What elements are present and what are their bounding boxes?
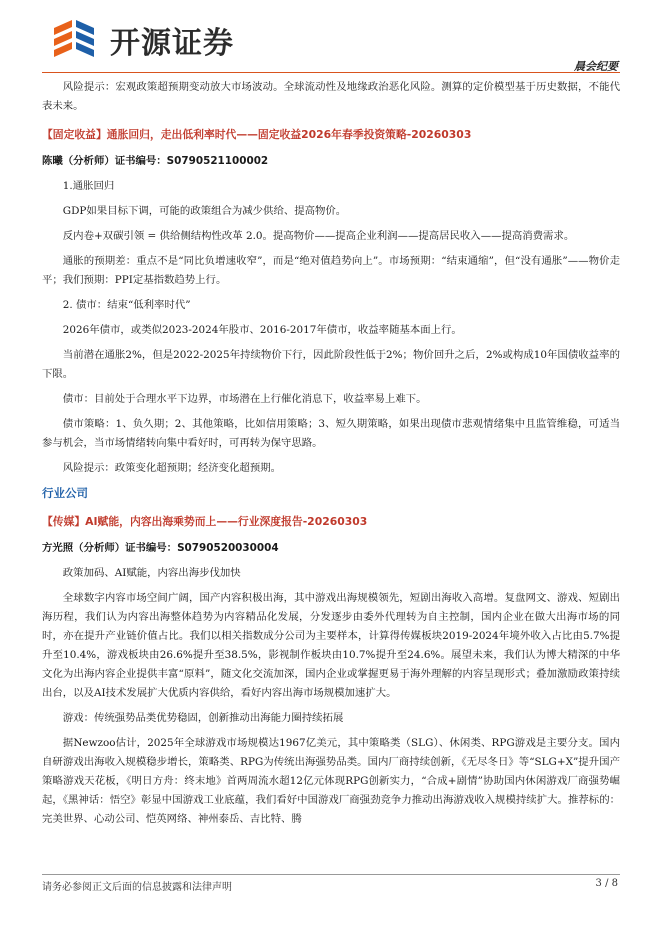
header-divider [42,72,620,73]
logo-mark-icon [50,14,104,60]
analyst-line: 陈曦（分析师）证书编号：S0790521100002 [42,155,269,167]
paragraph: 债市：目前处于合理水平下边界，市场潜在上行催化消息下，收益率易上难下。 [62,393,427,405]
paragraph: 风险提示：政策变化超预期；经济变化超预期。 [62,462,281,474]
paragraph: 通胀的预期差：重点不是“同比负增速收窄”，而是“绝对值趋势向上”。市场预期：“结束通缩”，但“没有通胀”——物价走平；我们预期：PPI定基指数趋势上行。 [42,255,620,286]
section-title: 行业公司 [42,486,88,500]
footer-divider [42,874,620,875]
paragraph: 全球数字内容市场空间广阔，国产内容积极出海，其中游戏出海规模领先，短剧出海收入高增。复盘网文、游戏、短剧出海历程，我们认为内容出海整体趋势为内容精品化发展，分发逐步由委外代理转为自主控制，国内企业在做大出海市场的同时，亦在提升产业链价值占比。我们以相关指数成分公司为主要样本，计算得传媒板块2019-2024年境外收入占比由5.7%提升至10.4%，游戏板块由26.6%提升至38.5%，影视制作板块由10.7%提升至24.6%。展望未来，我们认为博大精深的中华文化为出海内容企业提供丰富“原料”，随文化交流加深，国内企业或掌握更易于海外理解的内容呈现形式；叠加激励政策持续出台，以及AI技术发展扩大优质内容供给，看好内容出海市场规模加速扩大。 [42,592,620,699]
page-number: 3 / 8 [595,878,618,889]
intro-risk-text: 风险提示：宏观政策超预期变动放大市场波动。全球流动性及地缘政治恶化风险。测算的定价模型基于历史数据，不能代表未来。 [42,81,620,112]
paragraph: 游戏：传统强势品类优势稳固，创新推动出海能力圈持续拓展 [62,712,344,724]
article-title-media: 【传媒】AI赋能，内容出海乘势而上——行业深度报告-20260303 [42,515,368,528]
paragraph: 债市策略：1、负久期；2、其他策略，比如信用策略；3、短久期策略，如果出现债市悲观情绪集中且监管维稳，可适当参与机会，当市场情绪转向集中看好时，可再转为保守思路。 [42,418,620,449]
article-title-fixed-income: 【固定收益】通胀回归，走出低利率时代——固定收益2026年春季投资策略-20260303 [42,128,472,141]
analyst-line: 方光照（分析师）证书编号：S0790520030004 [42,542,279,554]
paragraph: 政策加码、AI赋能，内容出海步伐加快 [62,567,241,579]
company-logo [50,14,250,60]
paragraph: 1.通胀回归 [62,180,115,192]
report-type: 晨会纪要 [574,60,618,73]
paragraph: 当前潜在通胀2%，但是2022-2025年持续物价下行，因此阶段性低于2%；物价回升之后，2%或构成10年国债收益率的下限。 [42,349,620,380]
page-header [0,0,662,74]
footer-disclaimer: 请务必参阅正文后面的信息披露和法律声明 [42,882,232,893]
brand-name: 开源证券 [110,26,234,61]
paragraph: 据Newzoo估计，2025年全球游戏市场规模达1967亿美元，其中策略类（SLG）、休闲类、RPG游戏是主要分支。国内自研游戏出海收入规模稳步增长，策略类、RPG为传统出海强势品类。国内厂商持续创新，《无尽冬日》等“SLG+X”提升国产策略游戏天花板，《明日方舟：终末地》首两周流水超12亿元体现RPG创新实力，“合成+剧情”协助国内休闲游戏厂商强势崛起，《黑神话：悟空》彰显中国游戏工业底蕴，我们看好中国游戏厂商强劲竞争力推动出海游戏收入规模持续扩大。推荐标的：完美世界、心动公司、恺英网络、神州泰岳、吉比特、腾 [42,737,620,825]
paragraph: 反内卷+双碳引领 = 供给侧结构性改革 2.0。提高物价——提高企业利润——提高居民收入——提高消费需求。 [62,230,575,242]
paragraph: 2. 债市：结束“低利率时代” [62,299,191,311]
main-content [42,78,620,835]
paragraph: 2026年债市，或类似2023-2024年股市、2016-2017年债市，收益率随基本面上行。 [62,324,462,336]
paragraph: GDP如果目标下调，可能的政策组合为减少供给、提高物价。 [62,205,347,217]
